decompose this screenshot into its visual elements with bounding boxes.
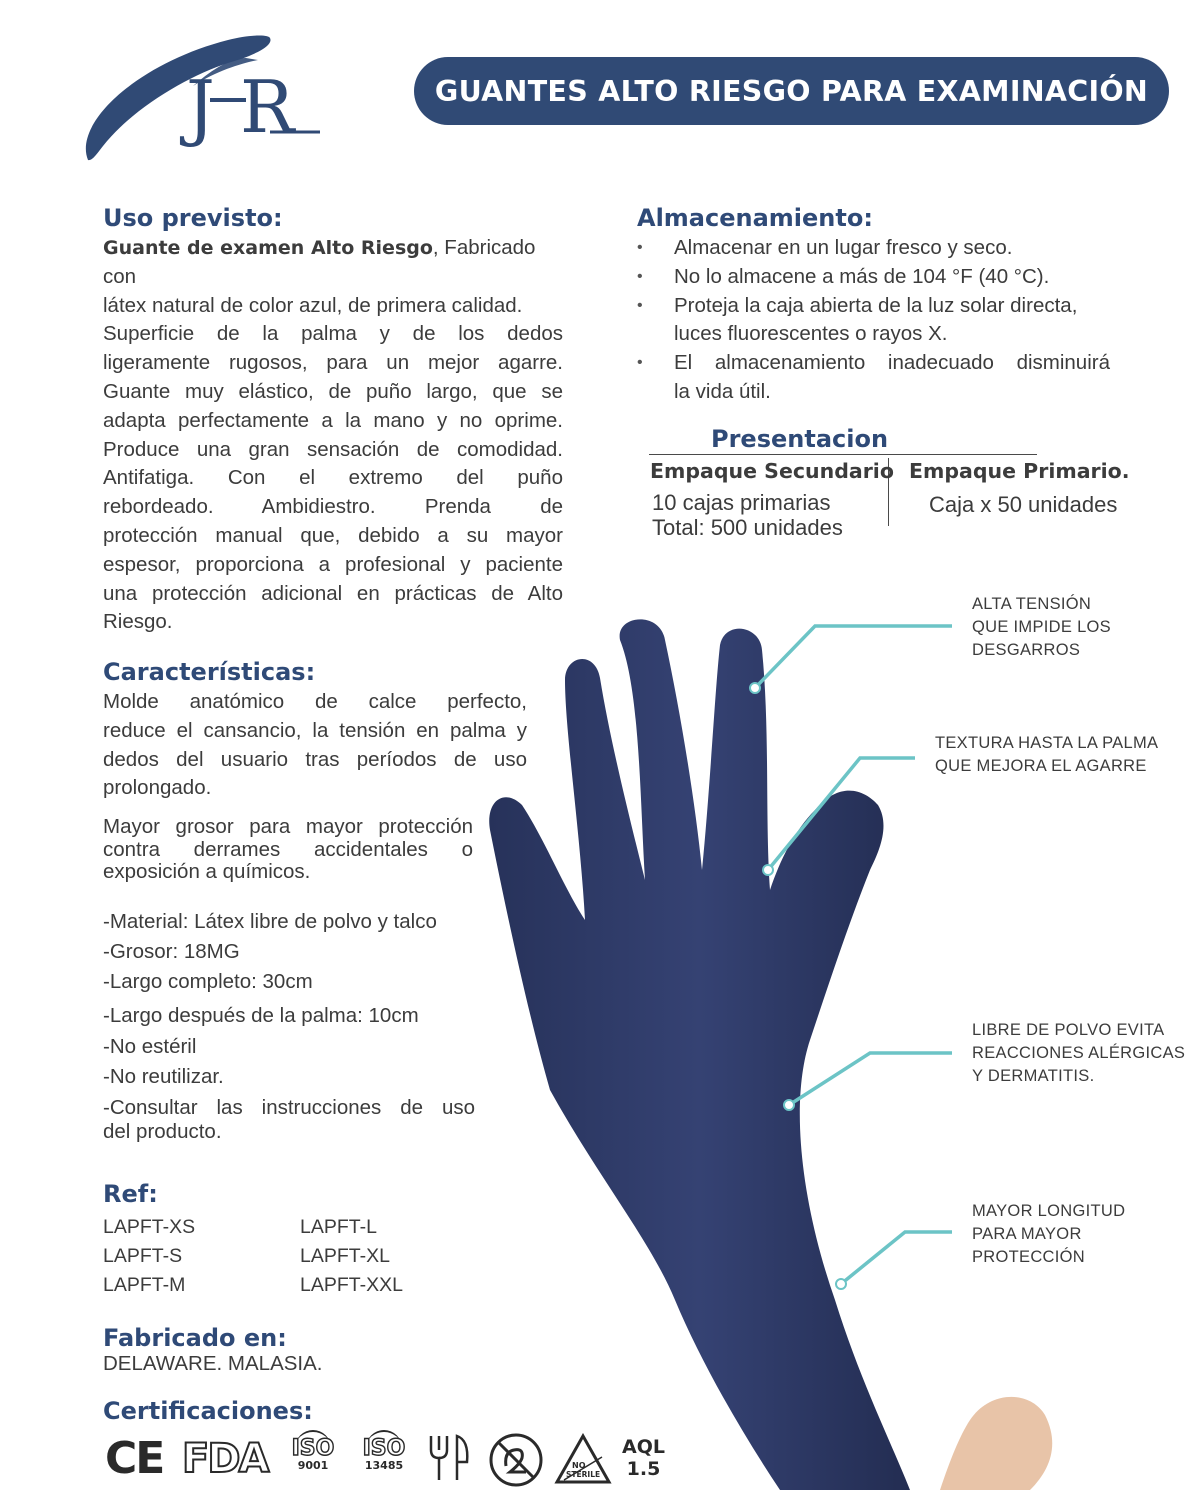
ref-item: LAPFT-M — [103, 1274, 186, 1296]
spec-item: del producto. — [103, 1120, 222, 1143]
caracteristicas-line: Molde anatómico de calce perfecto, — [103, 690, 527, 713]
uso-previsto-line-10: protección manual que, debido a su mayor — [103, 523, 563, 547]
ref-item: LAPFT-XL — [300, 1245, 390, 1267]
page-title-text: GUANTES ALTO RIESGO PARA EXAMINACIÓN — [434, 74, 1149, 108]
callout-line: ALTA TENSIÓN — [972, 595, 1092, 613]
svg-text:J: J — [186, 65, 215, 149]
callout-alta-tension — [972, 593, 1111, 661]
ref-item: LAPFT-S — [103, 1245, 183, 1267]
callout-line: LIBRE DE POLVO EVITA — [972, 1021, 1165, 1039]
almacenamiento-item-text: • El almacenamiento inadecuado disminuirá — [674, 351, 1110, 375]
spec-item: -Largo completo: 30cm — [103, 970, 313, 993]
presentacion-divider — [649, 454, 1037, 455]
uso-previsto-line-13: Riesgo. — [103, 610, 173, 634]
iso-9001-number: 9001 — [297, 1459, 329, 1472]
caracteristicas-line: dedos del usuario tras períodos de uso — [103, 747, 527, 771]
uso-previsto-line-1 — [103, 234, 563, 292]
specs-list — [103, 910, 475, 1144]
aql-icon — [622, 1436, 665, 1480]
almacenamiento-item-text: Almacenar en un lugar fresco y seco. — [674, 236, 1013, 259]
ref-item: LAPFT-XS — [103, 1216, 196, 1238]
spec-item: -Grosor: 18MG — [103, 940, 240, 963]
iso-13485-top: ISO — [362, 1436, 406, 1461]
almacenamiento-list — [637, 234, 1117, 407]
page-title — [414, 57, 1169, 125]
ref-column-1 — [103, 1213, 195, 1300]
callout-textura — [935, 732, 1158, 778]
almacenamiento-item — [637, 292, 1117, 350]
presentacion-heading: Presentacion — [711, 425, 889, 453]
uso-previsto-heading: Uso previsto: — [103, 204, 283, 232]
almacenamiento-item-text: luces fluorescentes o rayos X. — [674, 322, 948, 346]
svg-text:R: R — [240, 65, 295, 149]
uso-previsto-line-12: una protección adicional en prácticas de Alto — [103, 581, 563, 605]
uso-previsto-line-11: espesor, proporciona a profesional y paciente — [103, 552, 563, 576]
caracteristicas-line: reduce el cansancio, la tensión en palma y — [103, 718, 527, 742]
food-safe-icon — [427, 1432, 473, 1484]
iso-9001-icon — [286, 1430, 340, 1472]
ref-heading: Ref: — [103, 1180, 158, 1208]
almacenamiento-item-text: No lo almacene a más de 104 °F (40 °C). — [674, 264, 1050, 288]
callout-line: PROTECCIÓN — [972, 1247, 1086, 1266]
callout-line: REACCIONES ALÉRGICAS — [972, 1043, 1186, 1062]
empaque-secundario-line-1: 10 cajas primarias — [652, 490, 831, 515]
uso-previsto-line-9: rebordeado. Ambidiestro. Prenda de — [103, 495, 563, 519]
caracteristicas-grosor-line: Mayor grosor para mayor protección — [103, 815, 473, 838]
callout-line: TEXTURA HASTA LA PALMA — [935, 734, 1159, 752]
almacenamiento-item — [637, 263, 1117, 292]
caracteristicas-grosor-line: contra derrames accidentales o — [103, 837, 473, 861]
empaque-secundario-header: Empaque Secundario — [650, 459, 894, 483]
callout-line: Y DERMATITIS. — [972, 1066, 1095, 1085]
uso-previsto-line-2: látex natural de color azul, de primera calidad. — [103, 293, 523, 317]
callout-lines — [740, 600, 970, 1300]
aql-label: AQL — [622, 1436, 665, 1458]
iso-13485-number: 13485 — [364, 1459, 404, 1472]
callout-line: QUE MEJORA EL AGARRE — [935, 756, 1147, 775]
callout-libre-polvo — [972, 1019, 1185, 1087]
certificaciones-heading: Certificaciones: — [103, 1397, 313, 1425]
callout-line: QUE IMPIDE LOS — [972, 617, 1111, 636]
uso-previsto-line-6: adapta perfectamente a la mano y no oprime. — [103, 408, 563, 432]
empaque-secundario-line-2: Total: 500 unidades — [652, 515, 843, 540]
no-sterile-bottom: STERILE — [566, 1470, 601, 1479]
iso-9001-top: ISO — [291, 1436, 335, 1461]
spec-item: -Consultar las instrucciones de uso — [103, 1096, 475, 1119]
fda-mark-icon — [182, 1436, 267, 1482]
callout-line: MAYOR LONGITUD — [972, 1202, 1126, 1220]
ref-item: LAPFT-XXL — [300, 1274, 403, 1296]
ce-mark-text: CE — [105, 1433, 164, 1484]
spec-item: -Largo después de la palma: 10cm — [103, 1004, 419, 1027]
caracteristicas-line: prolongado. — [103, 776, 212, 800]
almacenamiento-item — [637, 234, 1117, 263]
ref-item: LAPFT-L — [300, 1216, 377, 1238]
caracteristicas-grosor — [103, 816, 473, 884]
caracteristicas-grosor-line: exposición a químicos. — [103, 860, 311, 883]
uso-previsto-line-5: Guante muy elástico, de puño largo, que se — [103, 379, 563, 403]
iso-13485-icon — [355, 1430, 413, 1472]
empaque-primario-line-1: Caja x 50 unidades — [929, 492, 1118, 517]
fda-mark-text: FDA — [182, 1436, 268, 1482]
fabricado-value: DELAWARE. MALASIA. — [103, 1352, 323, 1375]
no-sterile-top: NO — [572, 1461, 586, 1470]
ref-column-2 — [300, 1213, 403, 1300]
spec-item: -No reutilizar. — [103, 1065, 224, 1088]
ce-mark-icon — [105, 1434, 163, 1484]
do-not-reuse-icon — [488, 1432, 544, 1488]
caracteristicas-heading: Características: — [103, 658, 316, 686]
almacenamiento-heading: Almacenamiento: — [637, 204, 873, 232]
uso-previsto-section — [103, 204, 563, 637]
spec-item: -Material: Látex libre de polvo y talco — [103, 910, 437, 933]
callout-line: DESGARROS — [972, 640, 1081, 659]
almacenamiento-item-text: la vida útil. — [674, 379, 771, 403]
callout-mayor-longitud — [972, 1200, 1125, 1268]
caracteristicas-section — [103, 658, 527, 803]
almacenamiento-section — [637, 204, 1117, 407]
uso-previsto-line-7: Produce una gran sensación de comodidad. — [103, 437, 563, 461]
aql-value: 1.5 — [626, 1458, 661, 1480]
almacenamiento-item — [637, 349, 1117, 407]
spec-item: -No estéril — [103, 1035, 197, 1058]
empaque-primario-header: Empaque Primario. — [909, 459, 1130, 483]
almacenamiento-item-text: Proteja la caja abierta de la luz solar directa, — [674, 293, 1078, 317]
uso-previsto-bold: Guante de examen Alto Riesgo — [103, 237, 433, 259]
uso-previsto-line-4: ligeramente rugosos, para un mejor agarre. — [103, 351, 563, 375]
callout-line: PARA MAYOR — [972, 1224, 1082, 1243]
jr-logo — [78, 28, 328, 168]
uso-previsto-line-3: Superficie de la palma y de los dedos — [103, 322, 563, 346]
uso-previsto-text: , Fabricado con — [103, 236, 536, 288]
uso-previsto-line-8: Antifatiga. Con el extremo del puño — [103, 466, 563, 490]
fabricado-heading: Fabricado en: — [103, 1324, 287, 1352]
